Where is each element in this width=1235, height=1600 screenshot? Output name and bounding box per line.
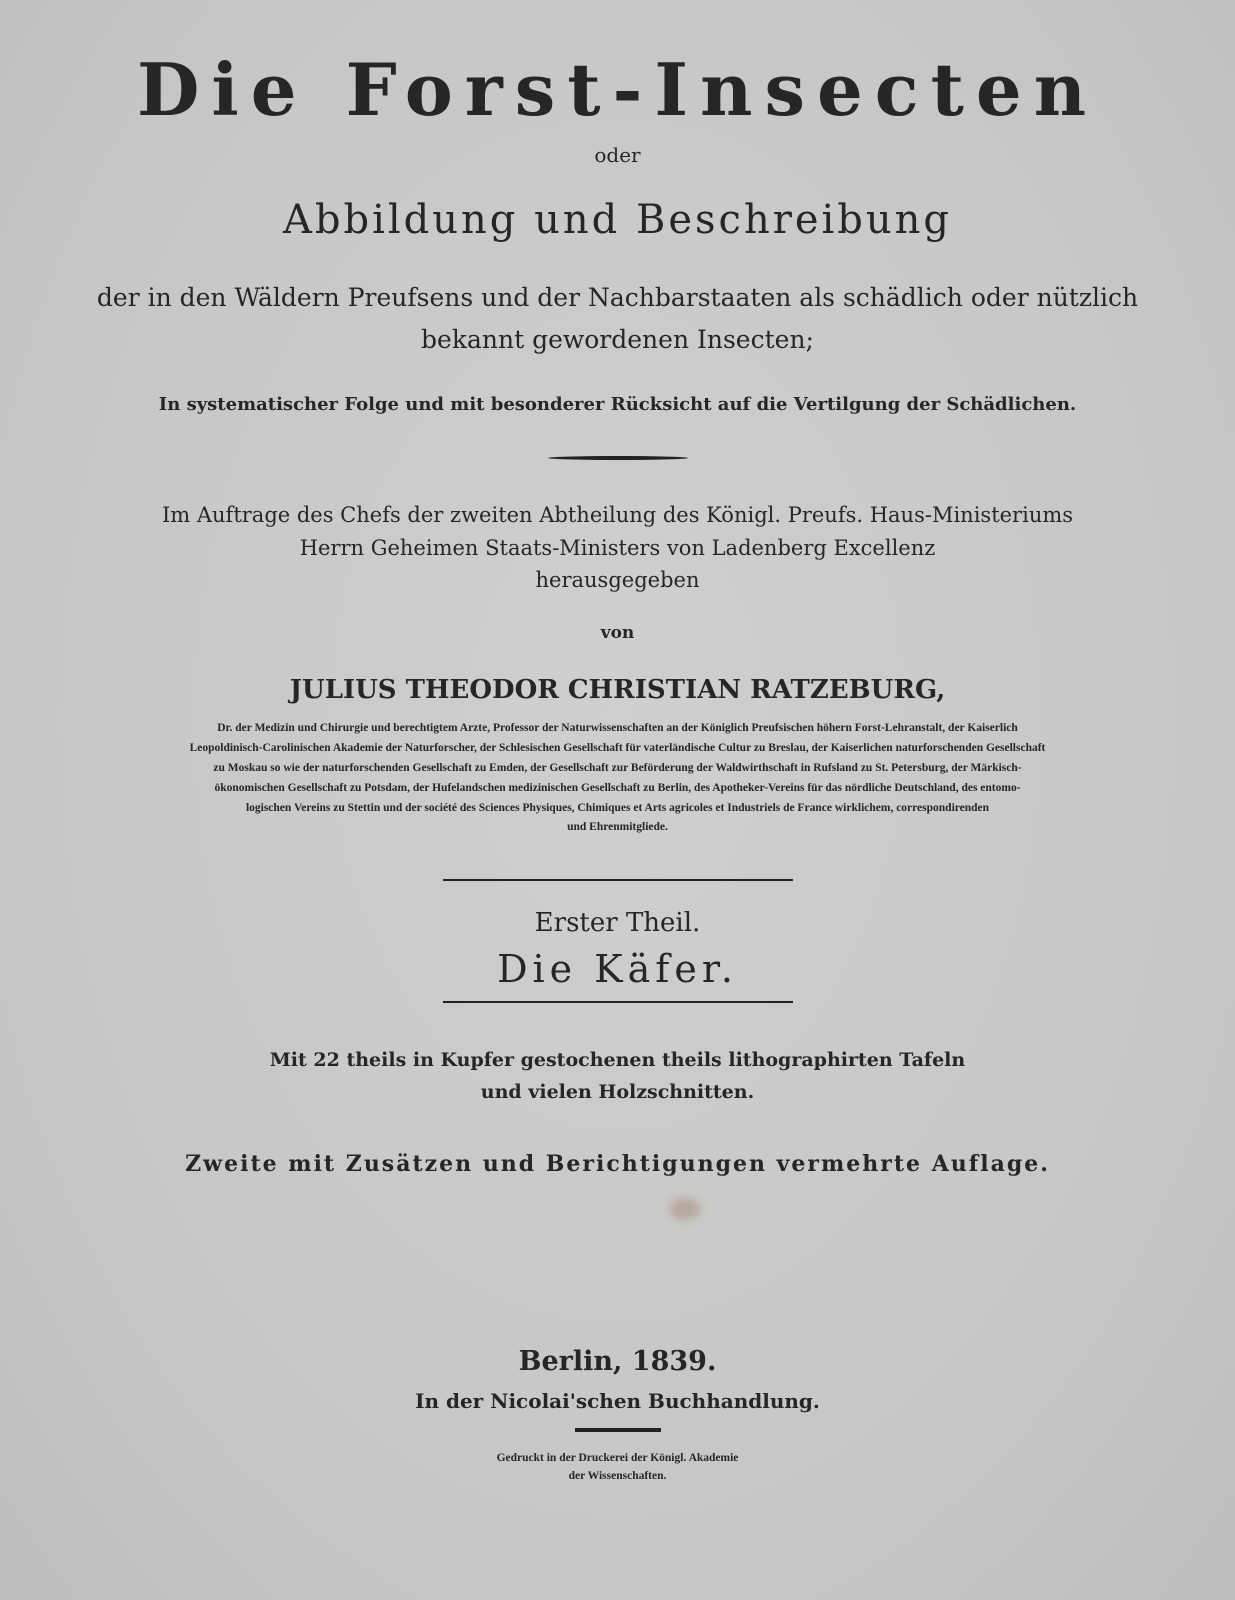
printer-line-1: Gedruckt in der Druckerei der Königl. Akademie [496, 1452, 739, 1464]
oder-text: oder [594, 143, 641, 167]
credentials-line-6: und Ehrenmitgliede. [567, 821, 668, 833]
description-line-2: bekannt gewordenen Insecten; [421, 325, 814, 354]
credentials-line-4: ökonomischen Gesellschaft zu Potsdam, der Hufelandschen medizinischen Gesellschaft zu Berlin, des Apotheker-Vereins für das nördliche Deutschland, des entomo- [214, 782, 1021, 794]
edition-line: Zweite mit Zusätzen und Berichtigungen vermehrte Auflage. [185, 1151, 1050, 1177]
commission-line-1: Im Auftrage des Chefs der zweiten Abtheilung des Königl. Preufs. Haus-Ministeriums [161, 503, 1074, 527]
stain [670, 1198, 700, 1220]
credentials-line-2: Leopoldinisch-Carolinischen Akademie der Naturforscher, der Schlesischen Gesellschaft für vaterländische Cultur zu Breslau, der Kaiserlichen naturforschenden Gesellschaft [189, 742, 1046, 754]
part-title: Die Käfer. [497, 947, 738, 991]
divider-rule [443, 1001, 793, 1003]
plates-line-2: und vielen Holzschnitten. [480, 1081, 755, 1103]
commission-line-3: herausgegeben [535, 568, 700, 592]
commission-line-2: Herrn Geheimen Staats-Ministers von Ladenberg Excellenz [299, 536, 936, 560]
publisher: In der Nicolai'schen Buchhandlung. [415, 1389, 820, 1413]
printer-line-2: der Wissenschaften. [568, 1470, 667, 1482]
ornamental-rule [548, 456, 688, 460]
description-line-1: der in den Wäldern Preufsens und der Nachbarstaaten als schädlich oder nützlich [96, 283, 1139, 312]
credentials-line-5: logischen Vereins zu Stettin und der société des Sciences Physiques, Chimiques et Arts agricoles et Industriels de France wirklichem, correspondirenden [245, 802, 990, 814]
book-title: Die Forst-Insecten [136, 47, 1099, 132]
credentials-line-1: Dr. der Medizin und Chirurgie und berechtigtem Arzte, Professor der Naturwissenschaften an der Königlich Preufsischen höhern Forst-Lehranstalt, der Kaiserlich [217, 722, 1018, 734]
credentials-line-3: zu Moskau so wie der naturforschenden Gesellschaft zu Emden, der Gesellschaft zur Beförderung der Waldwirthschaft in Rufsland zu St. Petersburg, der Märkisch- [213, 762, 1022, 774]
subtitle: Abbildung und Beschreibung [282, 197, 953, 243]
plates-line-1: Mit 22 theils in Kupfer gestochenen theils lithographirten Tafeln [269, 1049, 966, 1071]
author-name: JULIUS THEODOR CHRISTIAN RATZEBURG, [289, 675, 946, 705]
ornamental-rule [575, 1428, 661, 1432]
systematic-line: In systematischer Folge und mit besonderer Rücksicht auf die Vertilgung der Schädlichen. [158, 394, 1077, 415]
von-text: von [600, 623, 635, 643]
divider-rule [443, 879, 793, 881]
part-label: Erster Theil. [534, 908, 701, 938]
place-year: Berlin, 1839. [518, 1346, 717, 1377]
